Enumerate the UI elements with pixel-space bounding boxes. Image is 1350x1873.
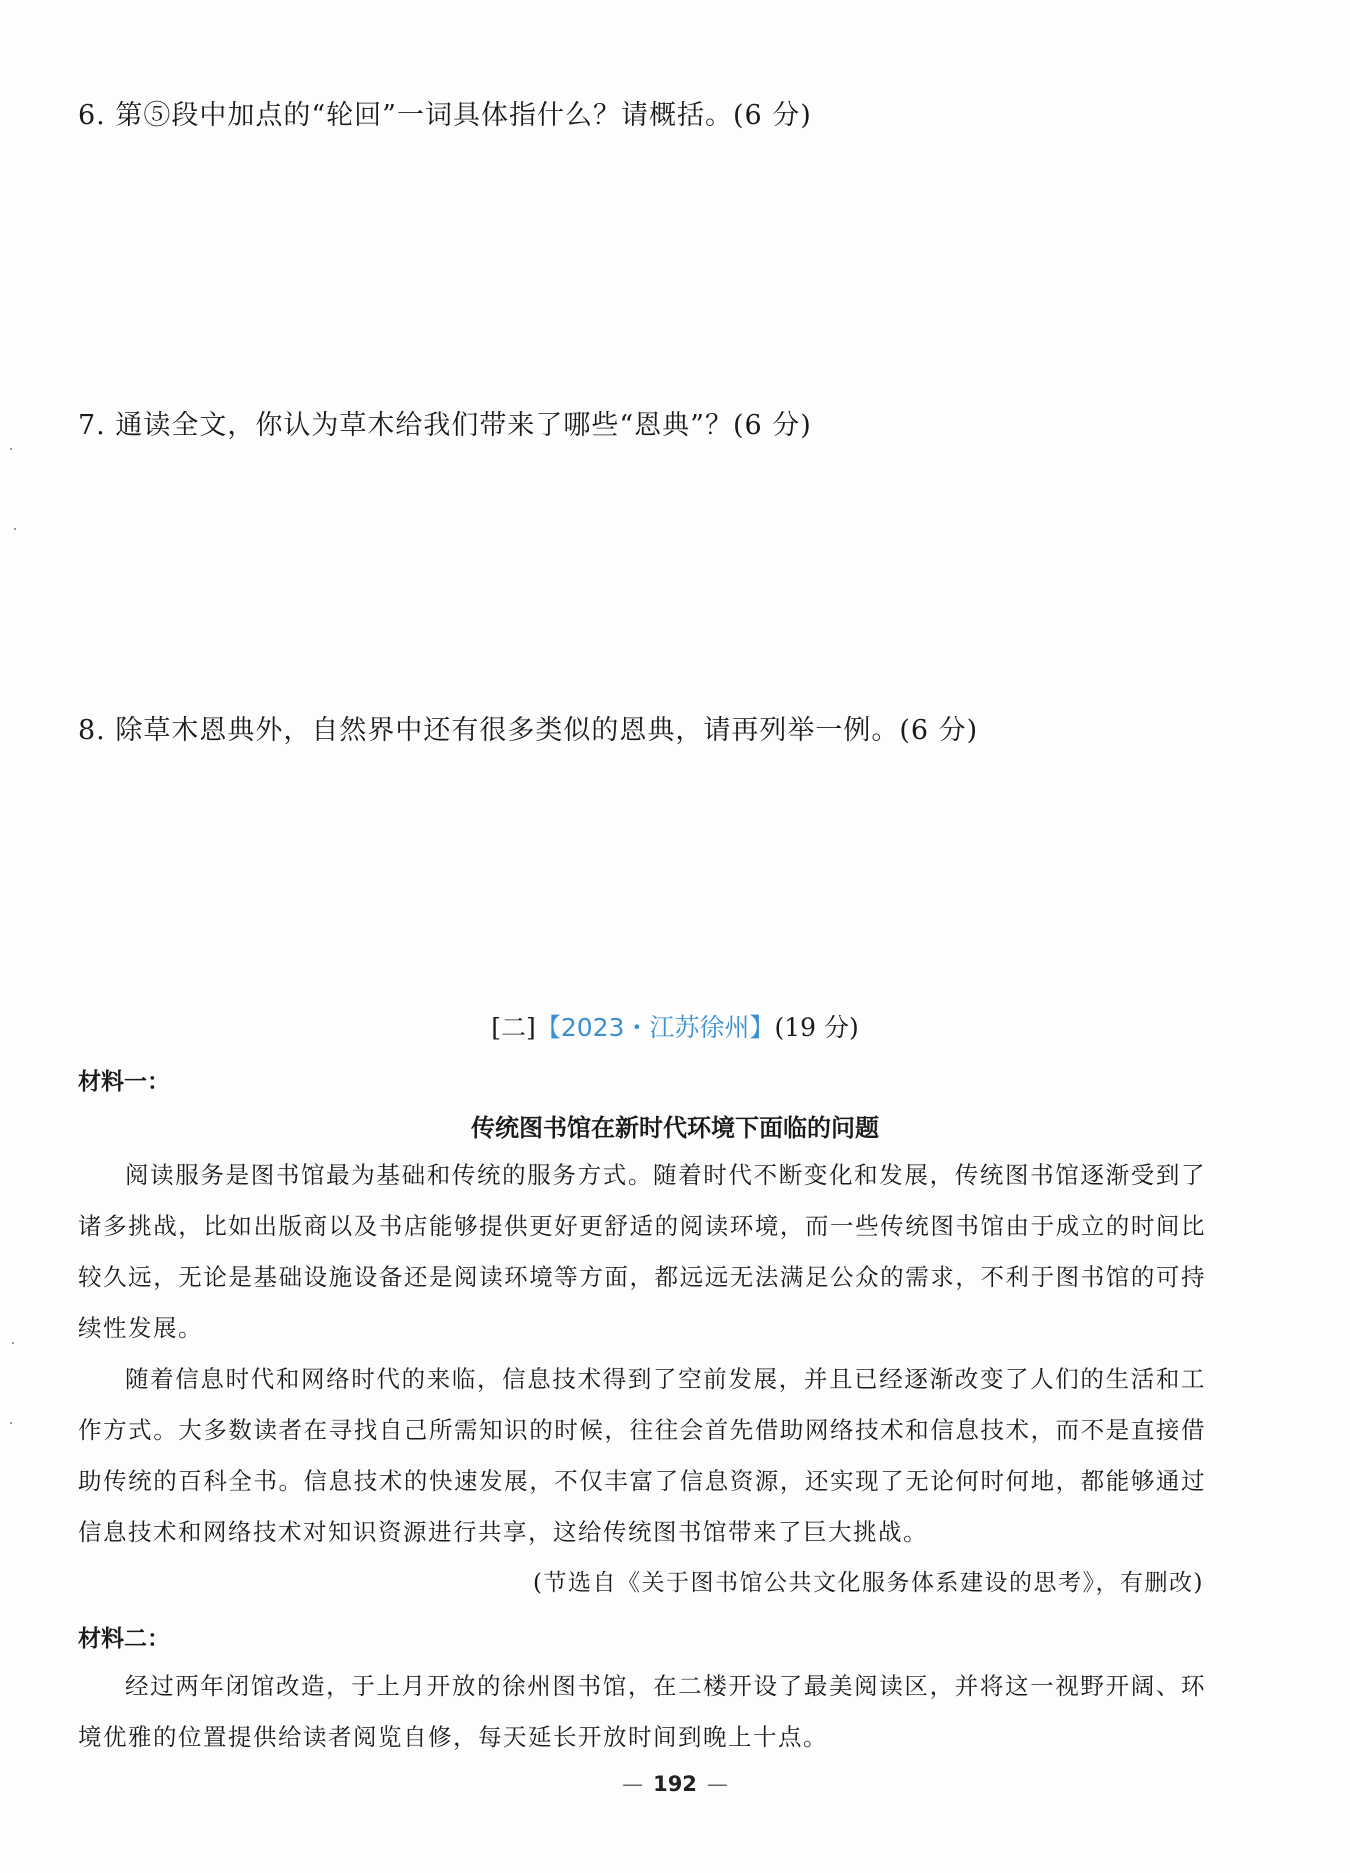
page-number-dash-right: —: [706, 1772, 728, 1796]
scan-speck: [14, 528, 16, 530]
page-number: [0, 1772, 1350, 1796]
article-title: 传统图书馆在新时代环境下面临的问题: [471, 1114, 879, 1142]
section-source: 【2023・江苏徐州】: [535, 1013, 775, 1042]
material-1-paragraph-2: 随着信息时代和网络时代的来临，信息技术得到了空前发展，并且已经逐渐改变了人们的生活和工作方式。大多数读者在寻找自己所需知识的时候，往往会首先借助网络技术和信息技术，而不是直接借助传统的百科全书。信息技术的快速发展，不仅丰富了信息资源，还实现了无论何时何地，都能够通过信息技术和网络技术对知识资源进行共享，这给传统图书馆带来了巨大挑战。: [78, 1365, 1206, 1546]
question-6: 6. 第⑤段中加点的“轮回”一词具体指什么？请概括。(6 分): [78, 100, 812, 131]
section-header: [0, 1008, 1350, 1044]
section-score: (19 分): [774, 1013, 859, 1042]
page-number-dash-left: —: [622, 1772, 644, 1796]
scan-speck: [10, 448, 12, 450]
material-2-paragraph-1: 经过两年闭馆改造，于上月开放的徐州图书馆，在二楼开设了最美阅读区，并将这一视野开阔、环境优雅的位置提供给读者阅览自修，每天延长开放时间到晚上十点。: [78, 1672, 1206, 1751]
scan-speck: [10, 1422, 12, 1424]
scan-speck: [12, 1342, 14, 1344]
section-prefix: [二]: [491, 1013, 536, 1042]
citation: (节选自《关于图书馆公共文化服务体系建设的思考》，有删改): [533, 1570, 1204, 1596]
material-1-paragraph-1: 阅读服务是图书馆最为基础和传统的服务方式。随着时代不断变化和发展，传统图书馆逐渐受到了诸多挑战，比如出版商以及书店能够提供更好更舒适的阅读环境，而一些传统图书馆由于成立的时间比较久远，无论是基础设施设备还是阅读环境等方面，都远远无法满足公众的需求，不利于图书馆的可持续性发展。: [78, 1161, 1206, 1342]
material-1-label: 材料一：: [78, 1069, 170, 1095]
material-2-label: 材料二：: [78, 1626, 170, 1652]
question-8: 8. 除草木恩典外，自然界中还有很多类似的恩典，请再列举一例。(6 分): [78, 715, 979, 746]
page-number-value: 192: [653, 1772, 697, 1796]
question-7: 7. 通读全文，你认为草木给我们带来了哪些“恩典”？(6 分): [78, 410, 812, 441]
